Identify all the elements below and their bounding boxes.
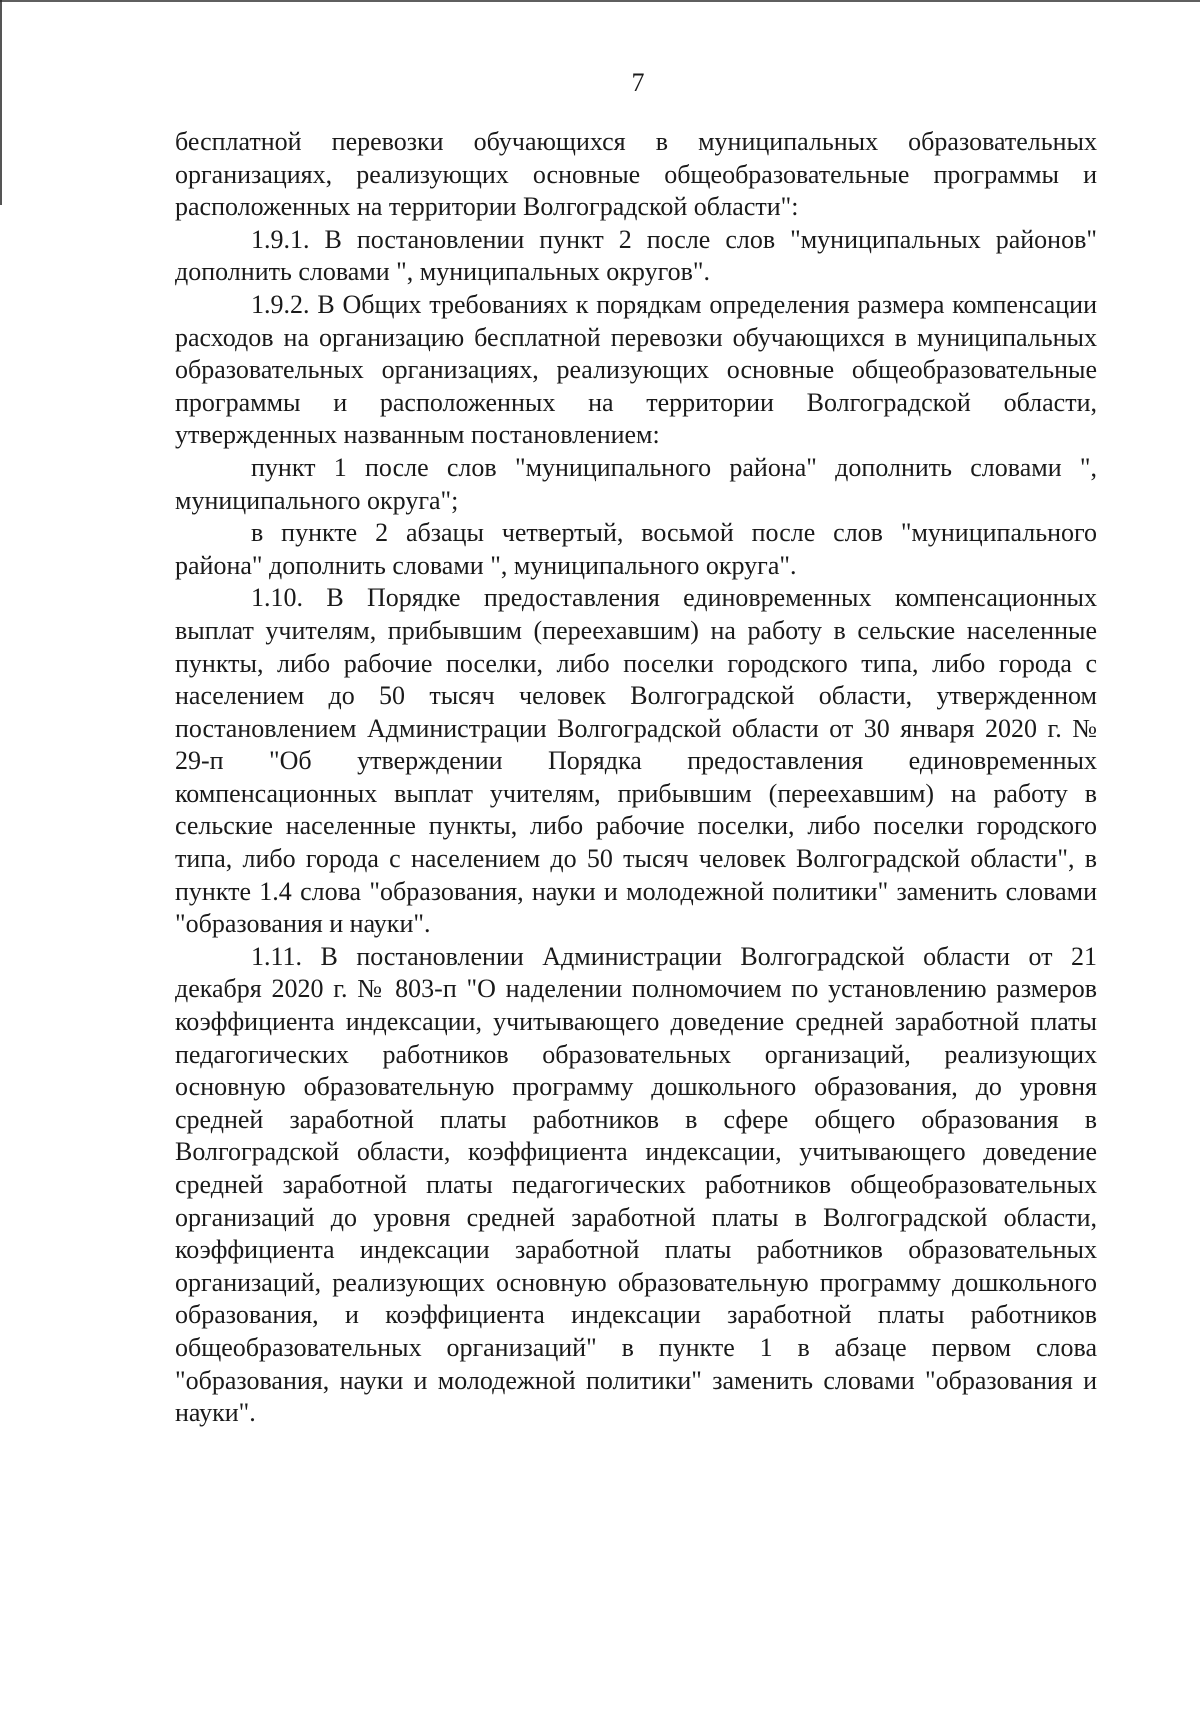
paragraph-continuation: бесплатной перевозки обучающихся в муниципальных образовательных организациях, реализующих основные общеобразовательные программы и расположенных на территории Волгоградской области": bbox=[175, 127, 1097, 222]
paragraph-point-1: пункт 1 после слов "муниципального района" дополнить словами ", муниципального округа"; bbox=[175, 452, 1097, 515]
scan-edge-top bbox=[0, 0, 1200, 2]
paragraph-1-9-1: 1.9.1. В постановлении пункт 2 после слов "муниципальных районов" дополнить словами ", муниципальных округов". bbox=[175, 224, 1097, 287]
scan-edge-left bbox=[0, 0, 2, 205]
page-number: 7 bbox=[631, 68, 645, 97]
paragraph-point-2: в пункте 2 абзацы четвертый, восьмой после слов "муниципального района" дополнить словами ", муниципального округа". bbox=[175, 518, 1097, 580]
paragraph-1-10: 1.10. В Порядке предоставления единовременных компенсационных выплат учителям, прибывшим (переехавшим) на работу в сельские населенные пункты, либо рабочие поселки, либо поселки городского типа, либо города с населением до 50 тысяч человек Волгоградской области, утвержденном постановлением Администрации Волгоградской области от 30 января 2020 г. № 29-п "Об утверждении Порядка предоставления единовременных компенсационных выплат учителям, прибывшим (переехавшим) на работу в сельские населенные пункты, либо рабочие поселки, либо поселки городского типа, либо города с населением до 50 тысяч человек Волгоградской области", в пункте 1.4 слова "образования, науки и молодежной политики" заменить словами "образования и науки". bbox=[175, 583, 1097, 939]
document-body bbox=[175, 126, 1097, 1430]
paragraph-1-9-2: 1.9.2. В Общих требованиях к порядкам определения размера компенсации расходов на организацию бесплатной перевозки обучающихся в муниципальных образовательных организациях, реализующих основные общеобразовательные программы и расположенных на территории Волгоградской области, утвержденных названным постановлением: bbox=[175, 289, 1097, 450]
paragraph-1-11: 1.11. В постановлении Администрации Волгоградской области от 21 декабря 2020 г. № 803-п "О наделении полномочием по установлению размеров коэффициента индексации, учитывающего доведение средней заработной платы педагогических работников образовательных организаций, реализующих основную образовательную программу дошкольного образования, до уровня средней заработной платы работников в сфере общего образования в Волгоградской области, коэффициента индексации, учитывающего доведение средней заработной платы педагогических работников общеобразовательных организаций до уровня средней заработной платы в Волгоградской области, коэффициента индексации заработной платы работников образовательных организаций, реализующих основную образовательную программу дошкольного образования, и коэффициента индексации заработной платы работников общеобразовательных организаций" в пункте 1 в абзаце первом слова "образования, науки и молодежной политики" заменить словами "образования и науки". bbox=[175, 941, 1097, 1428]
